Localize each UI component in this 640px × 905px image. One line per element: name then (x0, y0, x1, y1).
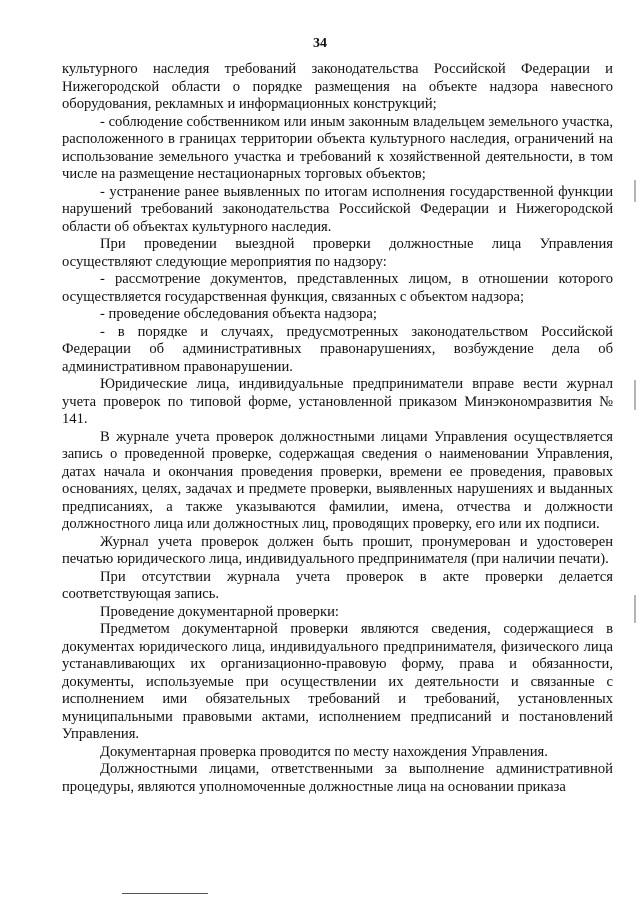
document-body (62, 61, 613, 796)
paragraph: - проведение обследования объекта надзора; (100, 306, 377, 322)
paragraph: Юридические лица, индивидуальные предприниматели вправе вести журнал учета проверок по типовой форме, установленной приказом Минэкономразвития № 141. (62, 376, 613, 427)
paragraph: культурного наследия требований законодательства Российской Федерации и Нижегородской области о порядке размещения на объекте надзора навесного оборудования, рекламных и информационных конструкций; (62, 61, 613, 112)
paragraph: - в порядке и случаях, предусмотренных законодательством Российской Федерации об административных правонарушениях, возбуждение дела об административном правонарушении. (62, 323, 613, 375)
paragraph: В журнале учета проверок должностными лицами Управления осуществляется запись о проведенной проверке, содержащая сведения о наименовании Управления, датах начала и окончания проведения проверки, времени ее проведения, правовых основаниях, целях, задачах и предмете проверки, выявленных нарушениях и выданных предписаниях, а также указываются фамилии, имена, отчества и должности должностного лица или должностных лиц, проводящих проверку, его или их подписи. (62, 428, 613, 532)
paragraph: При проведении выездной проверки должностные лица Управления осуществляют следующие мероприятия по надзору: (62, 236, 613, 270)
paragraph: Проведение документарной проверки: (100, 603, 339, 620)
paragraph: Предметом документарной проверки являются сведения, содержащиеся в документах юридического лица, индивидуального предпринимателя, физического лица устанавливающих их организационно-правовую форму, права и обязанности, документы, используемые при осуществлении их деятельности и связанные с исполнением ими обязательных требований и требований, установленных муниципальными правовыми актами, исполнением предписаний и постановлений Управления. (62, 621, 613, 742)
paragraph: Должностными лицами, ответственными за выполнение административной процедуры, являются уполномоченные должностные лица на основании приказа (62, 761, 613, 795)
scan-edge-mark (634, 595, 636, 623)
paragraph: - устранение ранее выявленных по итогам исполнения государственной функции нарушений требований законодательства Российской Федерации и Нижегородской области об объектах культурного наследия. (62, 183, 613, 235)
paragraph: - рассмотрение документов, представленных лицом, в отношении которого осуществляется государственная функция, связанных с объектом надзора; (62, 271, 613, 305)
paragraph: Журнал учета проверок должен быть прошит, пронумерован и удостоверен печатью юридического лица, индивидуального предпринимателя (при наличии печати). (62, 533, 613, 567)
scan-edge-mark (634, 180, 636, 202)
scan-edge-mark (634, 380, 636, 410)
footer-rule (122, 893, 208, 894)
page-number: 34 (313, 36, 327, 51)
paragraph: Документарная проверка проводится по месту нахождения Управления. (100, 743, 548, 760)
paragraph: - соблюдение собственником или иным законным владельцем земельного участка, расположенного в границах территории объекта культурного наследия, ограничений на использование земельного участка и требований к хозяйственной деятельности, в том числе на размещение нестационарных торговых объектов; (62, 113, 613, 182)
paragraph: При отсутствии журнала учета проверок в акте проверки делается соответствующая запись. (62, 568, 613, 602)
